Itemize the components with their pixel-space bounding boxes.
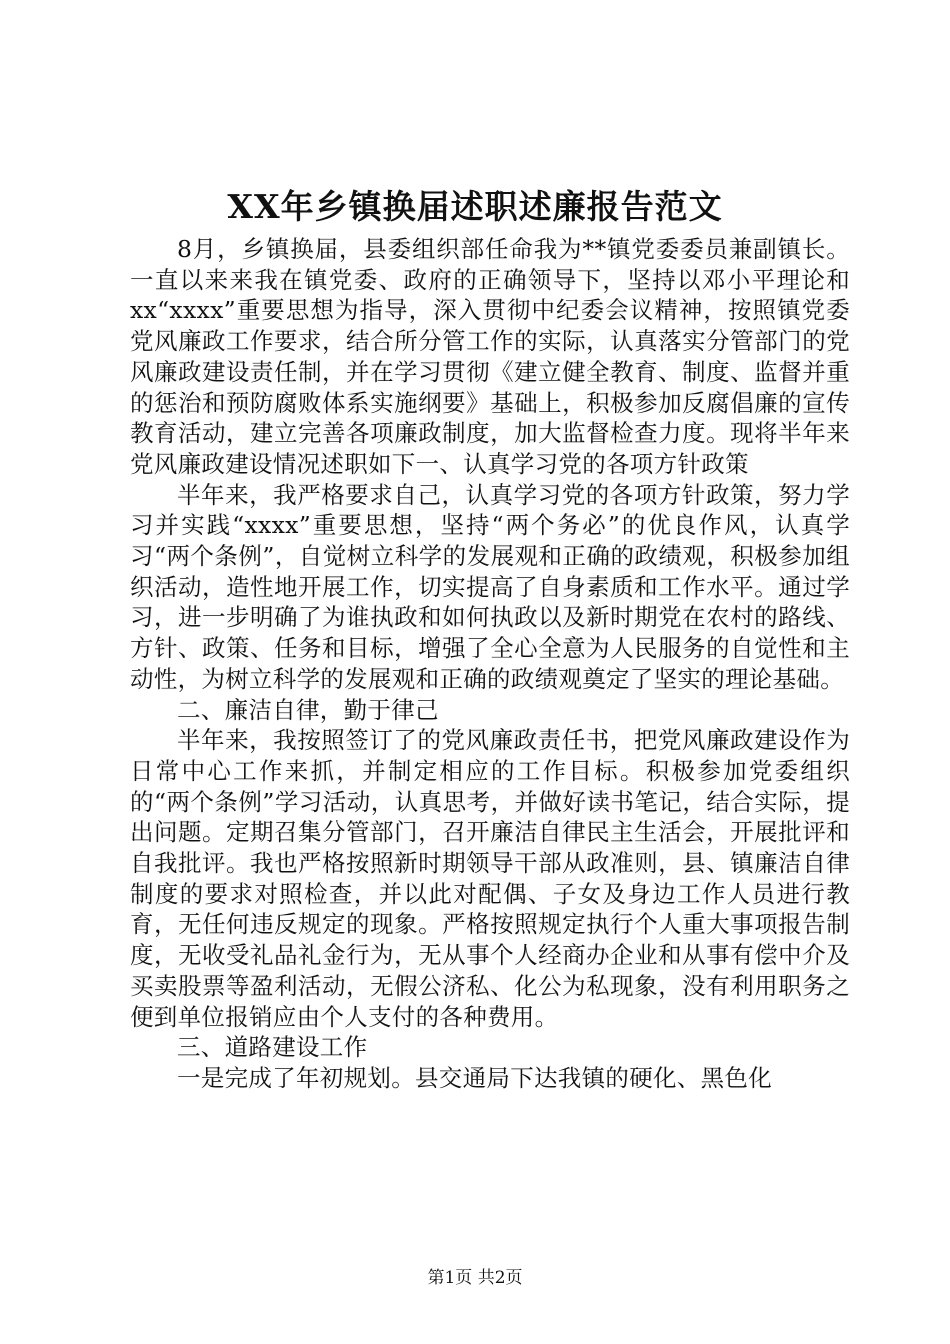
section-heading-3: 三、道路建设工作	[177, 1033, 368, 1062]
document-title: XX年乡镇换届述职述廉报告范文	[227, 187, 723, 226]
document-body	[130, 234, 850, 1094]
paragraph-intro: 8月，乡镇换届，县委组织部任命我为**镇党委委员兼副镇长。一直以来来我在镇党委、政府的正确领导下，坚持以邓小平理论和xx“xxxx”重要思想为指导，深入贯彻中纪委会议精神，按照镇党委党风廉政工作要求，结合所分管工作的实际，认真落实分管部门的党风廉政建设责任制，并在学习贯彻《建立健全教育、制度、监督并重的惩治和预防腐败体系实施纲要》基础上，积极参加反腐倡廉的宣传教育活动，建立完善各项廉政制度，加大监督检查力度。现将半年来党风廉政建设情况述职如下一、认真学习党的各项方针政策	[130, 235, 850, 478]
paragraph-study: 半年来，我严格要求自己，认真学习党的各项方针政策，努力学习并实践“xxxx”重要思想，坚持“两个务必”的优良作风，认真学习“两个条例”，自觉树立科学的发展观和正确的政绩观，积极参加组织活动，造性地开展工作，切实提高了自身素质和工作水平。通过学习，进一步明确了为谁执政和如何执政以及新时期党在农村的路线、方针、政策、任务和目标，增强了全心全意为人民服务的自觉性和主动性，为树立科学的发展观和正确的政绩观奠定了坚实的理论基础。	[130, 480, 850, 693]
section-heading-2: 二、廉洁自律，勤于律己	[177, 695, 439, 724]
paragraph-self-discipline: 半年来，我按照签订了的党风廉政责任书，把党风廉政建设作为日常中心工作来抓，并制定相应的工作目标。积极参加党委组织的“两个条例”学习活动，认真思考，并做好读书笔记，结合实际，提出问题。定期召集分管部门，召开廉洁自律民主生活会，开展批评和自我批评。我也严格按照新时期领导干部从政准则，县、镇廉洁自律制度的要求对照检查，并以此对配偶、子女及身边工作人员进行教育，无任何违反规定的现象。严格按照规定执行个人重大事项报告制度，无收受礼品礼金行为，无从事个人经商办企业和从事有偿中介及买卖股票等盈利活动，无假公济私、化公为私现象，没有利用职务之便到单位报销应由个人支付的各种费用。	[130, 726, 850, 1031]
paragraph-road-construction: 一是完成了年初规划。县交通局下达我镇的硬化、黑色化	[177, 1063, 772, 1092]
page-footer: 第1页 共2页	[427, 1268, 523, 1288]
